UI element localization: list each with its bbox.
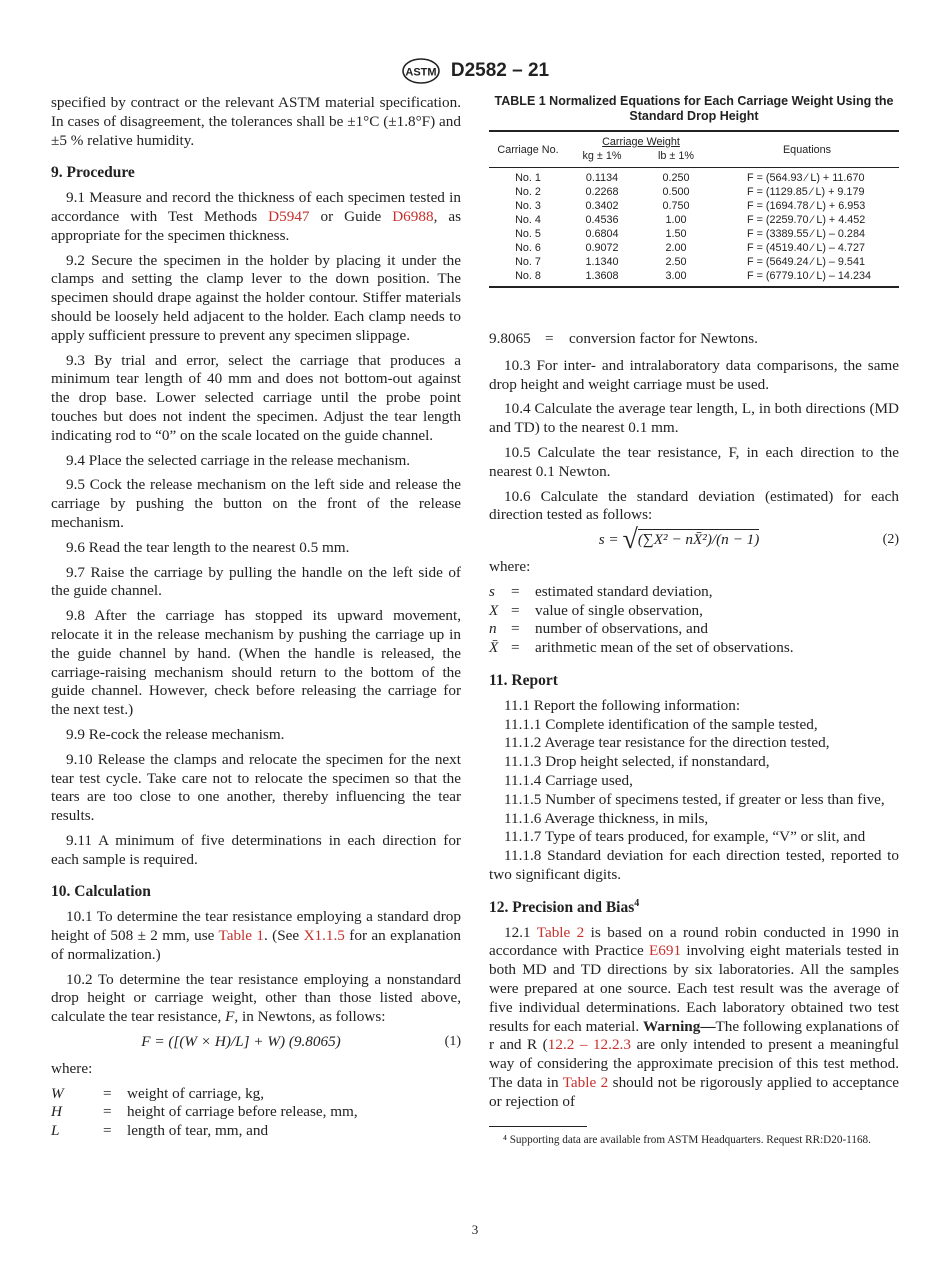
- table-row: No. 3 0.3402 0.750 F = (1694.78 ⁄ L) + 6.953: [515, 200, 866, 212]
- link-d5947[interactable]: D5947: [268, 207, 310, 225]
- where-label: where:: [489, 558, 531, 576]
- section-11-heading: 11. Report: [489, 672, 558, 690]
- definition-9-8065: [489, 330, 899, 349]
- link-x1-1-5[interactable]: X1.1.5: [303, 927, 345, 945]
- link-e691[interactable]: E691: [649, 942, 682, 960]
- para-9-10: 9.10 Release the clamps and relocate the specimen for the next tear test cycle. Take care not to relocate the specimen so that the tears are too close to one another, thereby influencing the tear results.: [51, 750, 461, 825]
- link-12-2[interactable]: 12.2 – 12.2.3: [547, 1036, 631, 1054]
- section-9-heading: 9. Procedure: [51, 164, 135, 182]
- para-9-4: 9.4 Place the selected carriage in the release mechanism.: [66, 451, 411, 469]
- equation-2: [489, 524, 899, 556]
- report-list: [489, 697, 899, 885]
- para-9-9: 9.9 Re-cock the release mechanism.: [66, 725, 285, 743]
- para-9-5: 9.5 Cock the release mechanism on the left side and release the carriage by pushing the button on the front of the release mechanism.: [51, 476, 461, 531]
- list-item: 11.1.7 Type of tears produced, for example, “V” or slit, and: [504, 828, 866, 846]
- para-10-4: 10.4 Calculate the average tear length, L, in both directions (MD and TD) to the nearest 0.1 mm.: [489, 400, 899, 437]
- definition-row: H = height of carriage before release, mm,: [51, 1103, 358, 1121]
- equation-1-number: (1): [444, 1034, 461, 1050]
- equation-1-body: F = ([(W × H)/L] + W) (9.8065): [141, 1033, 341, 1051]
- section-12-heading: 12. Precision and Bias$^4$: [489, 897, 640, 916]
- list-item: 11.1 Report the following information:: [504, 696, 741, 714]
- list-item: 11.1.3 Drop height selected, if nonstandard,: [504, 753, 770, 771]
- equation-1: [51, 1033, 461, 1052]
- para-10-5: 10.5 Calculate the tear resistance, F, in each direction to the nearest 0.1 Newton.: [489, 443, 899, 480]
- warning-label: Warning—: [642, 1017, 716, 1035]
- para-9-1: 9.1 Measure and record the thickness of each specimen tested in accordance with Test Methods D5947 or Guide D6988, as appropriate for the specimen thickness.: [51, 189, 461, 244]
- list-item: 11.1.4 Carriage used,: [504, 772, 633, 790]
- para-10-2: 10.2 To determine the tear resistance employing a nonstandard drop height or carriage weight, other than those listed above, calculate the tear resistance, F, in Newtons, as follows:: [51, 970, 461, 1026]
- table-row: No. 8 1.3608 3.00 F = (6779.10 ⁄ L) – 14.234: [489, 269, 899, 287]
- table-row: No. 1 0.1134 0.250 F = (564.93 ⁄ L) + 11.670: [489, 168, 899, 186]
- list-item: 11.1.1 Complete identification of the sample tested,: [504, 715, 818, 733]
- list-item: 11.1.8 Standard deviation for each direction tested, reported to two significant digits.: [489, 847, 899, 884]
- table-row: No. 6 0.9072 2.00 F = (4519.40 ⁄ L) – 4.727: [515, 242, 865, 254]
- document-id: D2582 – 21: [450, 60, 550, 81]
- intro-paragraph: specified by contract or the relevant ASTM material specification. In cases of disagreement, the tolerances shall be ±1°C (±1.8°F) and ±5 % relative humidity.: [51, 94, 461, 149]
- definition-row: X̄ = arithmetic mean of the set of observations.: [489, 639, 794, 657]
- table-1-title: TABLE 1 Normalized Equations for Each Carriage Weight Using the Standard Drop Height: [494, 94, 894, 123]
- link-d6988[interactable]: D6988: [392, 207, 434, 225]
- definition-row: W = weight of carriage, kg,: [51, 1084, 265, 1102]
- definition-row: s = estimated standard deviation,: [489, 582, 713, 600]
- link-table-2[interactable]: Table 2: [536, 923, 585, 941]
- table-row: No. 2 0.2268 0.500 F = (1129.85 ⁄ L) + 9.179: [515, 186, 865, 198]
- para-10-6: 10.6 Calculate the standard deviation (estimated) for each direction tested as follows:: [489, 487, 899, 524]
- list-item: 11.1.5 Number of specimens tested, if greater or less than five,: [504, 790, 885, 808]
- table-row: No. 5 0.6804 1.50 F = (3389.55 ⁄ L) – 0.284: [515, 228, 865, 240]
- table-header-carriage-no: Carriage No.: [489, 131, 567, 168]
- table-row: No. 7 1.1340 2.50 F = (5649.24 ⁄ L) – 9.541: [515, 256, 865, 268]
- list-item: 11.1.6 Average thickness, in mils,: [504, 809, 709, 827]
- para-10-1: 10.1 To determine the tear resistance employing a standard drop height of 508 ± 2 mm, use Table 1. (See X1.1.5 for an explanation of normalization.): [51, 908, 461, 963]
- equation-2-body: s = √(∑X² − nX̄²)/(n − 1): [598, 524, 760, 556]
- right-column: [489, 94, 899, 1153]
- table-header-carriage-weight: Carriage Weight: [602, 136, 680, 148]
- table-header-equations: Equations: [715, 131, 899, 168]
- para-9-8: 9.8 After the carriage has stopped its upward movement, relocate it in the release mechanism by pushing the carriage up in the guide channel by hand. (When the handle is released, the carriage-raising mechanism should return to the bottom of the guide channel. However, check before releasing the carriage for the next test.): [51, 607, 461, 719]
- page-header: [0, 58, 950, 84]
- para-9-11: 9.11 A minimum of five determinations in each direction for each sample is required.: [51, 831, 461, 868]
- table-row: No. 4 0.4536 1.00 F = (2259.70 ⁄ L) + 4.452: [515, 214, 866, 226]
- page-number: 3: [471, 1222, 479, 1237]
- para-9-6: 9.6 Read the tear length to the nearest 0.5 mm.: [66, 538, 350, 556]
- svg-text:ASTM: ASTM: [405, 66, 437, 79]
- definition-row: 9.8065 = conversion factor for Newtons.: [489, 330, 758, 347]
- section-10-heading: 10. Calculation: [51, 883, 151, 901]
- footnote-ref[interactable]: 4: [634, 897, 640, 909]
- table-1: [489, 130, 899, 288]
- footnote-divider: [489, 1126, 587, 1127]
- list-item: 11.1.2 Average tear resistance for the direction tested,: [504, 734, 830, 752]
- astm-logo-icon: [401, 58, 441, 84]
- para-9-7: 9.7 Raise the carriage by pulling the handle on the left side of the guide channel.: [51, 563, 461, 600]
- equation-2-number: (2): [882, 532, 899, 548]
- para-9-3: 9.3 By trial and error, select the carriage that produces a minimum tear length of 40 mm and does not bottom-out against the drop base. Lower selected carriage until the probe point touches but does not indent the specimen. Adjust the tear length indicating rod to “0” on the scale located on the guide channel.: [51, 351, 461, 444]
- para-9-2: 9.2 Secure the specimen in the holder by placing it under the clamps and setting the clamp lever to the down position. The specimen should drape against the holder contour. Stiffer materials should be loosely held adjacent to the holder. Each clamp needs to apply sufficient pressure to prevent any specimen slippage.: [51, 251, 461, 344]
- definition-row: L = length of tear, mm, and: [51, 1122, 269, 1140]
- definitions-list-2: [489, 583, 899, 658]
- para-12-1: 12.1 Table 2 is based on a round robin conducted in 1990 in accordance with Practice E691 involving eight materials tested in both MD and TD directions by six laboratories. All the samples were prepared at one source. Each test result was the average of five individual determinations. Each laboratory obtained two test results for each material. Warning—The following explanations of r and R (12.2 – 12.2.3 are only intended to present a meaningful way of considering the approximate precision of this test method. The data in Table 2 should not be rigorously applied to acceptance or rejection of: [489, 923, 900, 1110]
- table-header-kg: kg ± 1%: [582, 150, 622, 162]
- table-header-lb: lb ± 1%: [658, 150, 694, 162]
- where-label: where:: [51, 1059, 93, 1077]
- footnote: ⁴ Supporting data are available from ASTM Headquarters. Request RR:D20-1168.: [503, 1133, 871, 1146]
- link-table-1[interactable]: Table 1: [218, 927, 264, 945]
- definition-row: X = value of single observation,: [489, 601, 703, 619]
- left-column: [51, 94, 461, 1149]
- para-10-3: 10.3 For inter- and intralaboratory data comparisons, the same drop height and weight carriage must be used.: [489, 356, 899, 393]
- definitions-list-1: [51, 1085, 461, 1141]
- square-root-icon: √: [622, 524, 638, 556]
- definition-row: n = number of observations, and: [489, 620, 708, 638]
- link-table-2-b[interactable]: Table 2: [562, 1074, 609, 1091]
